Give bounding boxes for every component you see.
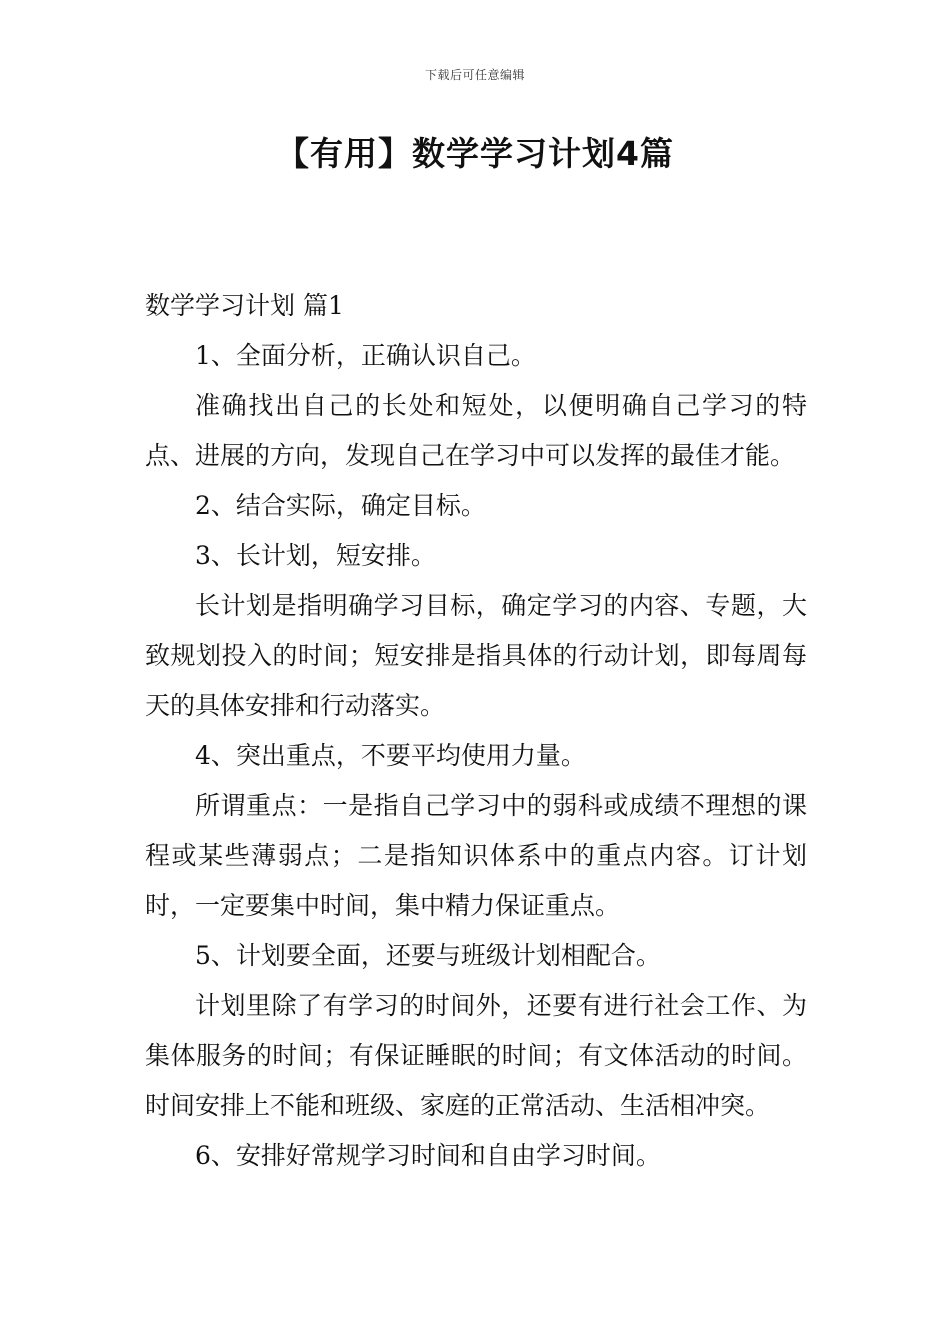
paragraph: 5、计划要全面，还要与班级计划相配合。 (195, 941, 661, 970)
paragraph: 准确找出自己的长处和短处，以便明确自己学习的特点、进展的方向，发现自己在学习中可以发挥的最佳才能。 (145, 391, 807, 470)
paragraph: 所谓重点：一是指自己学习中的弱科或成绩不理想的课程或某些薄弱点；二是指知识体系中的重点内容。订计划时，一定要集中时间，集中精力保证重点。 (145, 791, 807, 920)
section-heading: 数学学习计划 篇1 (145, 291, 344, 320)
header-note: 下载后可任意编辑 (424, 68, 525, 82)
paragraph: 2、结合实际，确定目标。 (195, 491, 486, 520)
paragraph: 6、安排好常规学习时间和自由学习时间。 (195, 1141, 661, 1170)
paragraph: 4、突出重点，不要平均使用力量。 (195, 741, 586, 770)
document-body (145, 281, 807, 1181)
document-title: 【有用】数学学习计划4篇 (276, 134, 674, 173)
paragraph: 长计划是指明确学习目标，确定学习的内容、专题，大致规划投入的时间；短安排是指具体的行动计划，即每周每天的具体安排和行动落实。 (145, 591, 807, 720)
paragraph: 3、长计划，短安排。 (195, 541, 436, 570)
paragraph: 计划里除了有学习的时间外，还要有进行社会工作、为集体服务的时间；有保证睡眠的时间；有文体活动的时间。时间安排上不能和班级、家庭的正常活动、生活相冲突。 (145, 991, 807, 1120)
paragraph: 1、全面分析，正确认识自己。 (195, 341, 536, 370)
